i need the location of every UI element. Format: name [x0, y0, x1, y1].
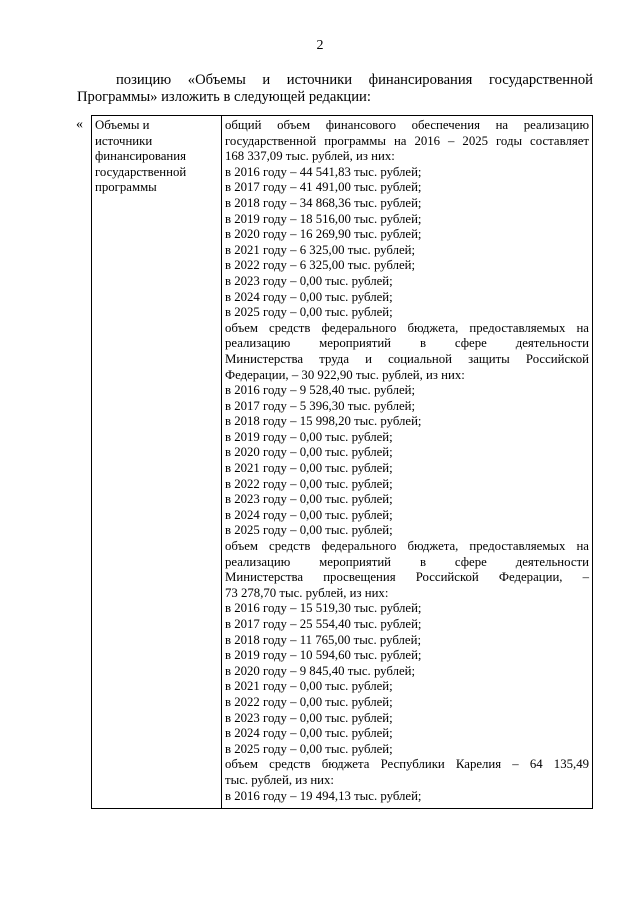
- intro-line-2: Программы» изложить в следующей редакции:: [77, 89, 371, 105]
- financing-line: в 2018 году – 15 998,20 тыс. рублей;: [225, 414, 422, 429]
- financing-line: Министерства просвещения Российской Федерации, –: [225, 570, 589, 585]
- financing-line: в 2019 году – 10 594,60 тыс. рублей;: [225, 648, 422, 663]
- position-name-line: программы: [95, 180, 157, 195]
- financing-line: Министерства труда и социальной защиты Российской: [225, 351, 589, 366]
- financing-line: объем средств федерального бюджета, предоставляемых на: [225, 320, 589, 335]
- financing-line: 168 337,09 тыс. рублей, из них:: [225, 149, 395, 164]
- financing-line: в 2021 году – 0,00 тыс. рублей;: [225, 461, 393, 476]
- financing-line: общий объем финансового обеспечения на реализацию: [225, 118, 589, 132]
- financing-line: в 2016 году – 44 541,83 тыс. рублей;: [225, 164, 422, 179]
- financing-line: в 2016 году – 19 494,13 тыс. рублей;: [225, 788, 422, 803]
- financing-line: в 2016 году – 9 528,40 тыс. рублей;: [225, 383, 416, 398]
- page-number: 2: [316, 38, 324, 53]
- financing-line: в 2019 году – 18 516,00 тыс. рублей;: [225, 211, 422, 226]
- position-name-line: Объемы и: [95, 118, 150, 132]
- financing-line: в 2025 году – 0,00 тыс. рублей;: [225, 741, 393, 756]
- financing-line: в 2022 году – 0,00 тыс. рублей;: [225, 476, 393, 491]
- financing-line: в 2023 году – 0,00 тыс. рублей;: [225, 492, 393, 507]
- financing-line: в 2023 году – 0,00 тыс. рублей;: [225, 710, 393, 725]
- financing-line: в 2025 году – 0,00 тыс. рублей;: [225, 523, 393, 538]
- financing-line: в 2017 году – 25 554,40 тыс. рублей;: [225, 617, 422, 631]
- financing-line: объем средств бюджета Республики Карелия – 64 135,49: [225, 757, 589, 772]
- financing-line: государственной программы на 2016 – 2025 годы составляет: [225, 133, 589, 148]
- financing-line: тыс. рублей, из них:: [225, 772, 334, 787]
- financing-line: в 2024 году – 0,00 тыс. рублей;: [225, 726, 393, 741]
- table-row: [92, 116, 593, 809]
- position-name-line: финансирования: [95, 149, 186, 164]
- financing-line: реализацию мероприятий в сфере деятельности: [225, 554, 589, 569]
- financing-line: реализацию мероприятий в сфере деятельности: [225, 336, 589, 351]
- financing-line: в 2020 году – 0,00 тыс. рублей;: [225, 445, 393, 460]
- financing-line: в 2017 году – 41 491,00 тыс. рублей;: [225, 180, 422, 195]
- financing-table: [91, 115, 593, 809]
- financing-line: в 2018 году – 34 868,36 тыс. рублей;: [225, 195, 422, 210]
- financing-line: в 2023 году – 0,00 тыс. рублей;: [225, 273, 393, 288]
- financing-line: в 2016 году – 15 519,30 тыс. рублей;: [225, 601, 422, 616]
- financing-line: 73 278,70 тыс. рублей, из них:: [225, 585, 389, 600]
- financing-line: в 2024 году – 0,00 тыс. рублей;: [225, 507, 393, 522]
- intro-paragraph: [77, 72, 593, 106]
- financing-line: в 2021 году – 6 325,00 тыс. рублей;: [225, 242, 416, 257]
- financing-line: в 2018 году – 11 765,00 тыс. рублей;: [225, 632, 422, 647]
- financing-line: в 2019 году – 0,00 тыс. рублей;: [225, 429, 393, 444]
- financing-line: в 2025 году – 0,00 тыс. рублей;: [225, 305, 393, 320]
- financing-line: в 2024 году – 0,00 тыс. рублей;: [225, 289, 393, 304]
- financing-line: в 2020 году – 16 269,90 тыс. рублей;: [225, 227, 422, 242]
- financing-line: объем средств федерального бюджета, предоставляемых на: [225, 539, 589, 554]
- financing-line: в 2020 году – 9 845,40 тыс. рублей;: [225, 663, 416, 678]
- financing-line: в 2022 году – 6 325,00 тыс. рублей;: [225, 258, 416, 273]
- financing-line: в 2017 году – 5 396,30 тыс. рублей;: [225, 398, 416, 413]
- intro-line-1: позицию «Объемы и источники финансирования государственной: [116, 72, 593, 88]
- financing-line: Федерации, – 30 922,90 тыс. рублей, из них:: [225, 367, 465, 382]
- financing-line: в 2022 году – 0,00 тыс. рублей;: [225, 694, 393, 709]
- position-value-cell: [222, 116, 593, 809]
- opening-quote-mark: «: [76, 117, 83, 132]
- position-name-line: источники: [95, 133, 153, 148]
- position-name-line: государственной: [95, 164, 187, 179]
- financing-line: в 2021 году – 0,00 тыс. рублей;: [225, 679, 393, 694]
- position-name-cell: [92, 116, 222, 809]
